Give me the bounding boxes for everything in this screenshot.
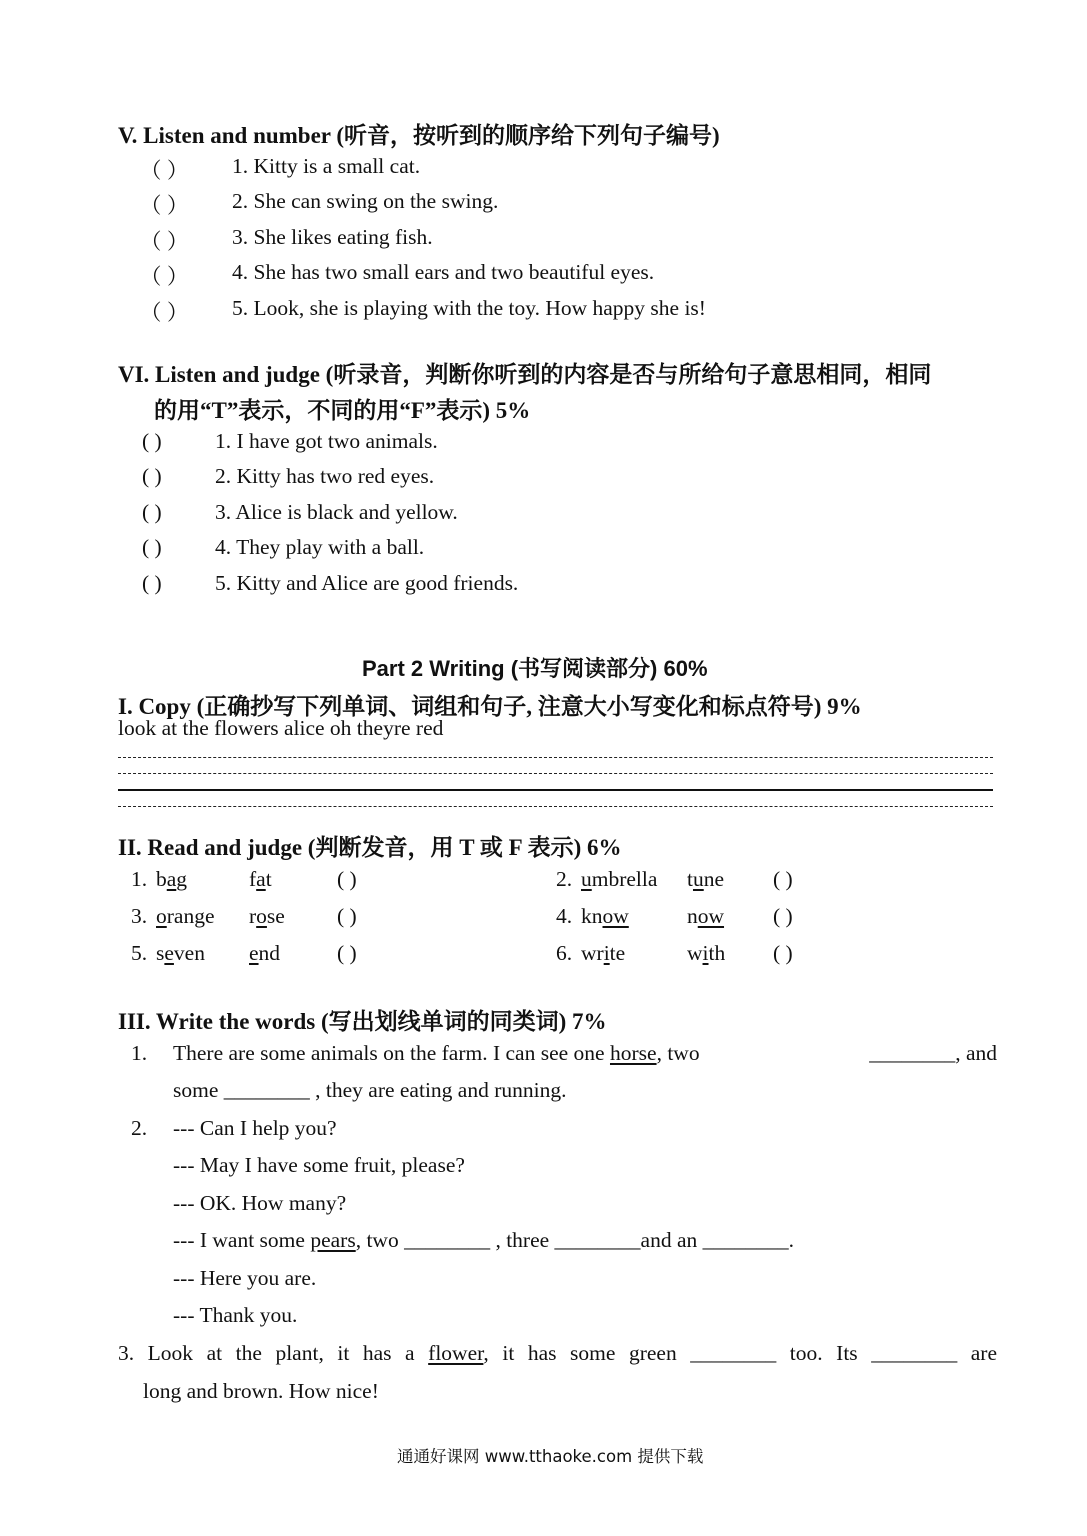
- answer-paren[interactable]: ( ): [142, 500, 162, 524]
- question-3-line-2: long and brown. How nice!: [143, 1379, 379, 1403]
- dialogue-line: --- I want some pears, two ________ , three ________and an ________.: [173, 1228, 795, 1252]
- list-item-text: 5. Kitty and Alice are good friends.: [215, 571, 519, 595]
- answer-paren[interactable]: ( ): [142, 535, 162, 559]
- copy-section-title: I. Copy (正确抄写下列单词、词组和句子, 注意大小写变化和标点符号) 9%: [118, 694, 862, 719]
- word-1: orange: [156, 904, 215, 928]
- answer-paren[interactable]: （ ）: [140, 265, 189, 289]
- answer-paren[interactable]: ( ): [773, 867, 793, 891]
- answer-paren[interactable]: （ ）: [140, 159, 189, 183]
- answer-blank[interactable]: ________, and: [869, 1041, 997, 1065]
- answer-paren[interactable]: ( ): [337, 904, 357, 928]
- question-number: 1.: [131, 1041, 148, 1065]
- question-1-line-2: some ________ , they are eating and running.: [173, 1078, 567, 1102]
- word-2: end: [249, 941, 281, 965]
- list-item-text: 1. Kitty is a small cat.: [232, 154, 421, 178]
- part-2-title: Part 2 Writing (书写阅读部分) 60%: [362, 656, 708, 681]
- answer-paren[interactable]: ( ): [142, 464, 162, 488]
- list-item-text: 1. I have got two animals.: [215, 429, 438, 453]
- dialogue-line: --- Thank you.: [173, 1303, 298, 1327]
- writing-line: [118, 757, 993, 758]
- writing-line: [118, 773, 993, 774]
- copy-sentence: look at the flowers alice oh theyre red: [118, 716, 444, 740]
- item-number: 4.: [556, 904, 573, 928]
- writing-baseline: [118, 789, 993, 791]
- word-1: seven: [156, 941, 205, 965]
- answer-paren[interactable]: ( ): [142, 571, 162, 595]
- item-number: 6.: [556, 941, 573, 965]
- section-5-title: V. Listen and number (听音，按听到的顺序给下列句子编号): [118, 123, 720, 148]
- list-item: [140, 189, 188, 220]
- list-item-text: 3. Alice is black and yellow.: [215, 500, 458, 524]
- answer-paren[interactable]: （ ）: [140, 194, 189, 218]
- list-item-text: 4. They play with a ball.: [215, 535, 425, 559]
- item-number: 1.: [131, 867, 148, 891]
- question-3-line-1: 3. Look at the plant, it has a flower, it has some green ________ too. Its ________ are: [118, 1341, 998, 1365]
- word-1: know: [581, 904, 629, 928]
- list-item: [140, 154, 188, 185]
- item-number: 5.: [131, 941, 148, 965]
- section-6-title-line-2: 的用“T”表示，不同的用“F”表示) 5%: [154, 398, 531, 423]
- list-item-text: 5. Look, she is playing with the toy. How happy she is!: [232, 296, 706, 320]
- dialogue-line: --- OK. How many?: [173, 1191, 347, 1215]
- answer-paren[interactable]: ( ): [337, 941, 357, 965]
- section-6-title-line-1: VI. Listen and judge (听录音，判断你听到的内容是否与所给句子意思相同，相同: [118, 362, 932, 387]
- list-item: [140, 260, 188, 291]
- answer-paren[interactable]: ( ): [773, 941, 793, 965]
- word-1: bag: [156, 867, 188, 891]
- list-item: [140, 296, 188, 327]
- word-1: write: [581, 941, 626, 965]
- list-item: [140, 225, 188, 256]
- word-2: tune: [687, 867, 725, 891]
- writing-line: [118, 806, 993, 807]
- dialogue-line: --- May I have some fruit, please?: [173, 1153, 465, 1177]
- answer-paren[interactable]: ( ): [142, 429, 162, 453]
- word-2: rose: [249, 904, 285, 928]
- list-item-text: 3. She likes eating fish.: [232, 225, 433, 249]
- word-2: fat: [249, 867, 272, 891]
- word-2: with: [687, 941, 726, 965]
- question-number: 2.: [131, 1116, 148, 1140]
- answer-paren[interactable]: ( ): [773, 904, 793, 928]
- word-1: umbrella: [581, 867, 658, 891]
- list-item-text: 2. She can swing on the swing.: [232, 189, 499, 213]
- question-1-line-1: There are some animals on the farm. I can see one horse, two ________, and: [173, 1041, 997, 1065]
- read-judge-title: II. Read and judge (判断发音，用 T 或 F 表示) 6%: [118, 835, 622, 860]
- list-item-text: 2. Kitty has two red eyes.: [215, 464, 435, 488]
- item-number: 2.: [556, 867, 573, 891]
- dialogue-line: --- Here you are.: [173, 1266, 317, 1290]
- dialogue-line: --- Can I help you?: [173, 1116, 337, 1140]
- answer-paren[interactable]: （ ）: [140, 230, 189, 254]
- answer-paren[interactable]: ( ): [337, 867, 357, 891]
- word-2: now: [687, 904, 725, 928]
- list-item-text: 4. She has two small ears and two beautiful eyes.: [232, 260, 655, 284]
- page-footer: 通通好课网 www.tthaoke.com 提供下载: [397, 1447, 704, 1466]
- answer-paren[interactable]: （ ）: [140, 301, 189, 325]
- write-words-title: III. Write the words (写出划线单词的同类词) 7%: [118, 1009, 607, 1034]
- item-number: 3.: [131, 904, 148, 928]
